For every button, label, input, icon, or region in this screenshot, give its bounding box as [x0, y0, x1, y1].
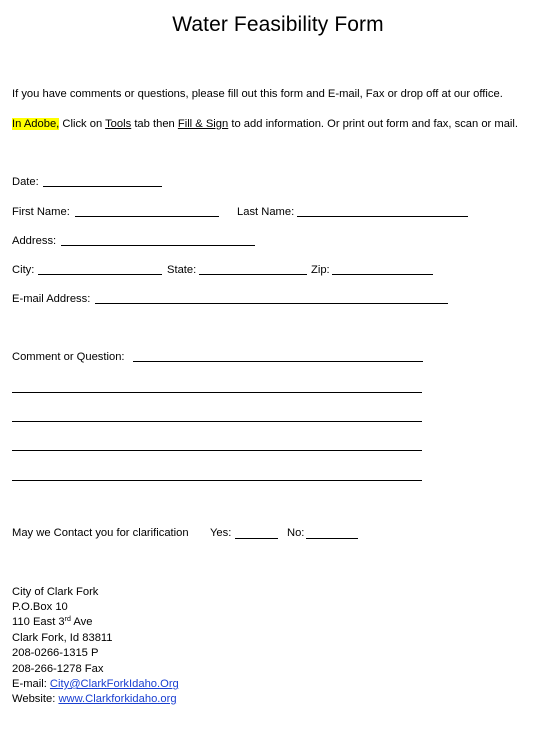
email-field[interactable] — [95, 303, 448, 304]
city-field[interactable] — [38, 274, 162, 275]
footer-pobox: P.O.Box 10 — [12, 601, 68, 613]
footer-website-label: Website: — [12, 693, 59, 705]
state-field[interactable] — [199, 274, 307, 275]
intro-text: If you have comments or questions, please fill out this form and E-mail, Fax or drop off at our office. — [12, 88, 503, 100]
zip-field[interactable] — [332, 274, 433, 275]
state-label: State: — [167, 264, 197, 276]
date-field[interactable] — [43, 186, 162, 187]
contact-yes-field[interactable] — [235, 538, 278, 539]
last-name-field[interactable] — [297, 216, 468, 217]
comment-field-line-1[interactable] — [133, 361, 423, 362]
footer-phone: 208-0266-1315 P — [12, 647, 99, 659]
footer-citystate: Clark Fork, Id 83811 — [12, 632, 113, 644]
first-name-field[interactable] — [75, 216, 219, 217]
comment-field-line-2[interactable] — [12, 392, 422, 393]
date-label: Date: — [12, 176, 39, 188]
first-name-label: First Name: — [12, 206, 70, 218]
address-label: Address: — [12, 235, 57, 247]
footer-street-post: Ave — [70, 616, 93, 628]
comment-label: Comment or Question: — [12, 351, 125, 363]
tools-label: Tools — [105, 118, 132, 130]
footer-street-sup: rd — [64, 616, 71, 623]
contact-yes-label: Yes: — [210, 527, 232, 539]
comment-field-line-3[interactable] — [12, 421, 422, 422]
footer-street-pre: 110 East 3 — [12, 616, 65, 628]
footer-email — [12, 677, 179, 691]
instructions-part1: Click on — [59, 118, 106, 130]
footer-street — [12, 615, 92, 629]
city-label: City: — [12, 264, 35, 276]
comment-field-line-4[interactable] — [12, 450, 422, 451]
zip-label: Zip: — [311, 264, 330, 276]
fill-sign-label: Fill & Sign — [177, 118, 229, 130]
comment-field-line-5[interactable] — [12, 480, 422, 481]
footer-org: City of Clark Fork — [12, 586, 99, 598]
email-link[interactable]: City@ClarkForkIdaho.Org — [49, 678, 179, 690]
instructions-part3: to add information. Or print out form and fax, scan or mail. — [228, 118, 519, 130]
footer-website — [12, 692, 177, 706]
footer-fax: 208-266-1278 Fax — [12, 663, 104, 675]
contact-question: May we Contact you for clarification — [12, 527, 189, 539]
adobe-highlight: In Adobe, — [12, 118, 60, 130]
contact-no-label: No: — [287, 527, 305, 539]
form-title: Water Feasibility Form — [172, 13, 384, 36]
email-label: E-mail Address: — [12, 293, 91, 305]
footer-email-label: E-mail: — [12, 678, 50, 690]
instructions-text — [12, 117, 518, 131]
instructions-part2: tab then — [131, 118, 178, 130]
address-field[interactable] — [61, 245, 255, 246]
last-name-label: Last Name: — [237, 206, 295, 218]
contact-no-field[interactable] — [306, 538, 358, 539]
website-link[interactable]: www.Clarkforkidaho.org — [58, 693, 177, 705]
